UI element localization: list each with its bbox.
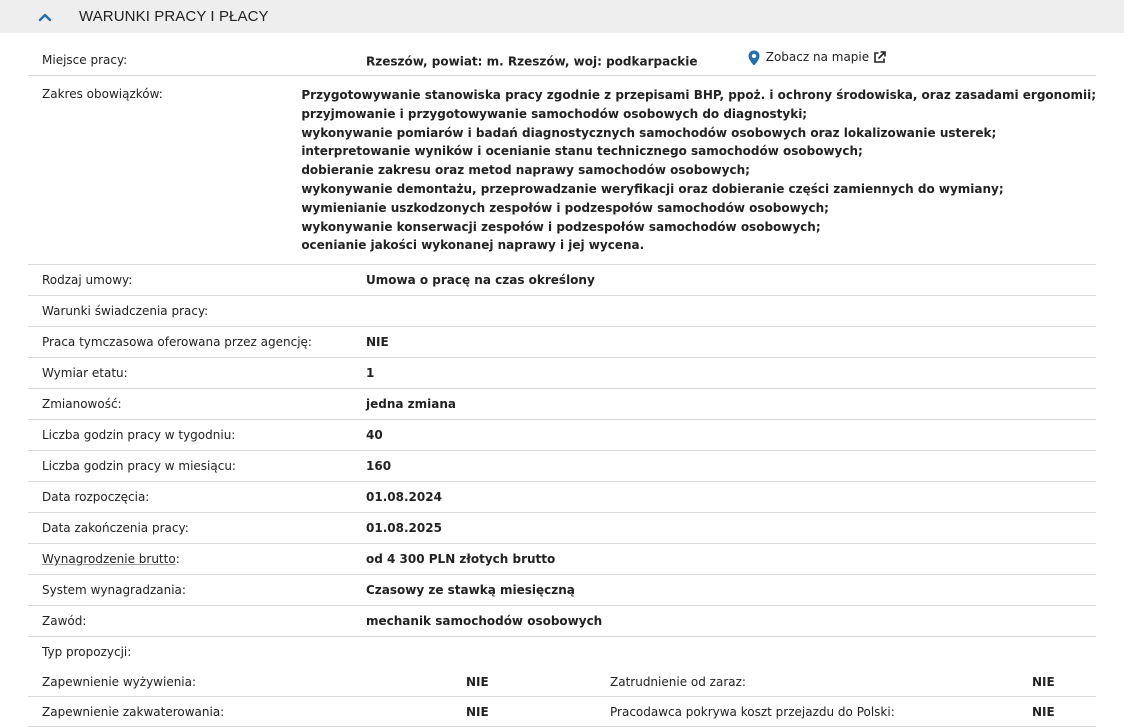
row-typ-propozycji <box>28 637 1096 667</box>
row-value: 1 <box>366 366 375 381</box>
duty-line: dobieranie zakresu oraz metod naprawy samochodów osobowych; <box>301 163 750 178</box>
details-table <box>28 45 1096 727</box>
row-value <box>366 637 1096 667</box>
proposal-left-column <box>28 667 548 727</box>
row-godziny-miesiac <box>28 451 1096 482</box>
row-godziny-tydzien <box>28 420 1096 451</box>
proposal-type-grid <box>28 667 1096 727</box>
row-value <box>366 42 1096 78</box>
row-value: jedna zmiana <box>366 397 456 412</box>
row-label <box>28 544 366 574</box>
row-data-zakonczenia <box>28 513 1096 544</box>
proposal-label: Zapewnienie zakwaterowania: <box>42 704 225 719</box>
row-label: System wynagradzania: <box>42 583 186 598</box>
row-value: 160 <box>366 459 392 474</box>
map-link[interactable] <box>748 42 886 73</box>
row-label: Praca tymczasowa oferowana przez agencję: <box>42 335 312 350</box>
row-zmianowosc <box>28 389 1096 420</box>
row-label: Liczba godzin pracy w tygodniu: <box>42 428 236 443</box>
row-label: Zakres obowiązków: <box>42 87 163 101</box>
map-pin-icon <box>748 50 760 66</box>
proposal-item <box>548 697 1096 727</box>
proposal-right-column <box>548 667 1096 727</box>
proposal-label: Zapewnienie wyżywienia: <box>42 674 197 689</box>
proposal-value: NIE <box>1032 674 1055 689</box>
row-miejsce-pracy <box>28 45 1096 76</box>
row-label: Data rozpoczęcia: <box>42 490 150 505</box>
duty-line: ocenianie jakości wykonanej naprawy i jej wycena. <box>301 238 645 253</box>
duty-line: Przygotowywanie stanowiska pracy zgodnie z przepisami BHP, ppoż. i ochrony środowiska, oraz zasadami ergonomii; <box>301 88 1096 102</box>
external-link-icon <box>873 51 886 64</box>
row-label: Liczba godzin pracy w miesiącu: <box>42 459 236 474</box>
row-value: 01.08.2024 <box>366 490 442 505</box>
duty-line: wymienianie uszkodzonych zespołów i podzespołów samochodów osobowych; <box>301 200 829 215</box>
chevron-up-icon[interactable] <box>38 10 52 24</box>
row-label: Wymiar etatu: <box>42 366 128 381</box>
row-praca-tymczasowa <box>28 327 1096 358</box>
duty-line: wykonywanie konserwacji zespołów i podzespołów samochodów osobowych; <box>301 219 821 234</box>
proposal-value: NIE <box>466 704 489 719</box>
row-label: Typ propozycji: <box>42 645 132 660</box>
proposal-item <box>548 667 1096 697</box>
row-wynagrodzenie <box>28 544 1096 575</box>
row-data-rozpoczecia <box>28 482 1096 513</box>
location-text: Rzeszów, powiat: m. Rzeszów, woj: podkarpackie <box>366 54 698 69</box>
row-value: NIE <box>366 335 389 350</box>
section-header[interactable] <box>0 0 1124 33</box>
row-value: 40 <box>366 428 383 443</box>
label-colon: : <box>175 552 180 567</box>
duties-list <box>301 86 1096 255</box>
duty-line: interpretowanie wyników i ocenianie stanu technicznego samochodów osobowych; <box>301 144 863 159</box>
row-label: Data zakończenia pracy: <box>42 521 189 536</box>
row-label: Warunki świadczenia pracy: <box>42 304 209 319</box>
duty-line: wykonywanie pomiarów i badań diagnostycznych samochodów osobowych oraz lokalizowanie usterek; <box>301 125 997 140</box>
row-value: Czasowy ze stawką miesięczną <box>366 583 575 598</box>
map-link-label: Zobacz na mapie <box>765 50 870 65</box>
duty-line: wykonywanie demontażu, przeprowadzanie weryfikacji oraz dobieranie części zamiennych do wymiany; <box>301 181 1004 196</box>
row-label: Rodzaj umowy: <box>42 273 133 288</box>
row-value <box>366 296 1096 326</box>
salary-tooltip-term[interactable]: Wynagrodzenie brutto <box>42 552 176 567</box>
row-wymiar-etatu <box>28 358 1096 389</box>
row-warunki-swiadczenia <box>28 296 1096 327</box>
row-value: mechanik samochodów osobowych <box>366 614 603 629</box>
duty-line: przyjmowanie i przygotowywanie samochodów osobowych do diagnostyki; <box>301 106 808 121</box>
row-rodzaj-umowy <box>28 265 1096 296</box>
row-value: Umowa o pracę na czas określony <box>366 273 595 288</box>
proposal-label: Pracodawca pokrywa koszt przejazdu do Polski: <box>610 704 895 719</box>
proposal-value: NIE <box>466 674 489 689</box>
proposal-label: Zatrudnienie od zaraz: <box>610 674 746 689</box>
row-zakres-obowiazkow <box>28 76 1096 265</box>
row-label: Zmianowość: <box>42 397 122 412</box>
row-system-wynagradzania <box>28 575 1096 606</box>
row-value: od 4 300 PLN złotych brutto <box>366 552 556 567</box>
proposal-value: NIE <box>1032 704 1055 719</box>
row-label: Miejsce pracy: <box>42 52 128 67</box>
proposal-item <box>28 667 548 697</box>
row-value: 01.08.2025 <box>366 521 442 536</box>
row-zawod <box>28 606 1096 637</box>
section-title: WARUNKI PRACY I PŁACY <box>79 8 269 25</box>
proposal-item <box>28 697 548 727</box>
row-label: Zawód: <box>42 614 87 629</box>
